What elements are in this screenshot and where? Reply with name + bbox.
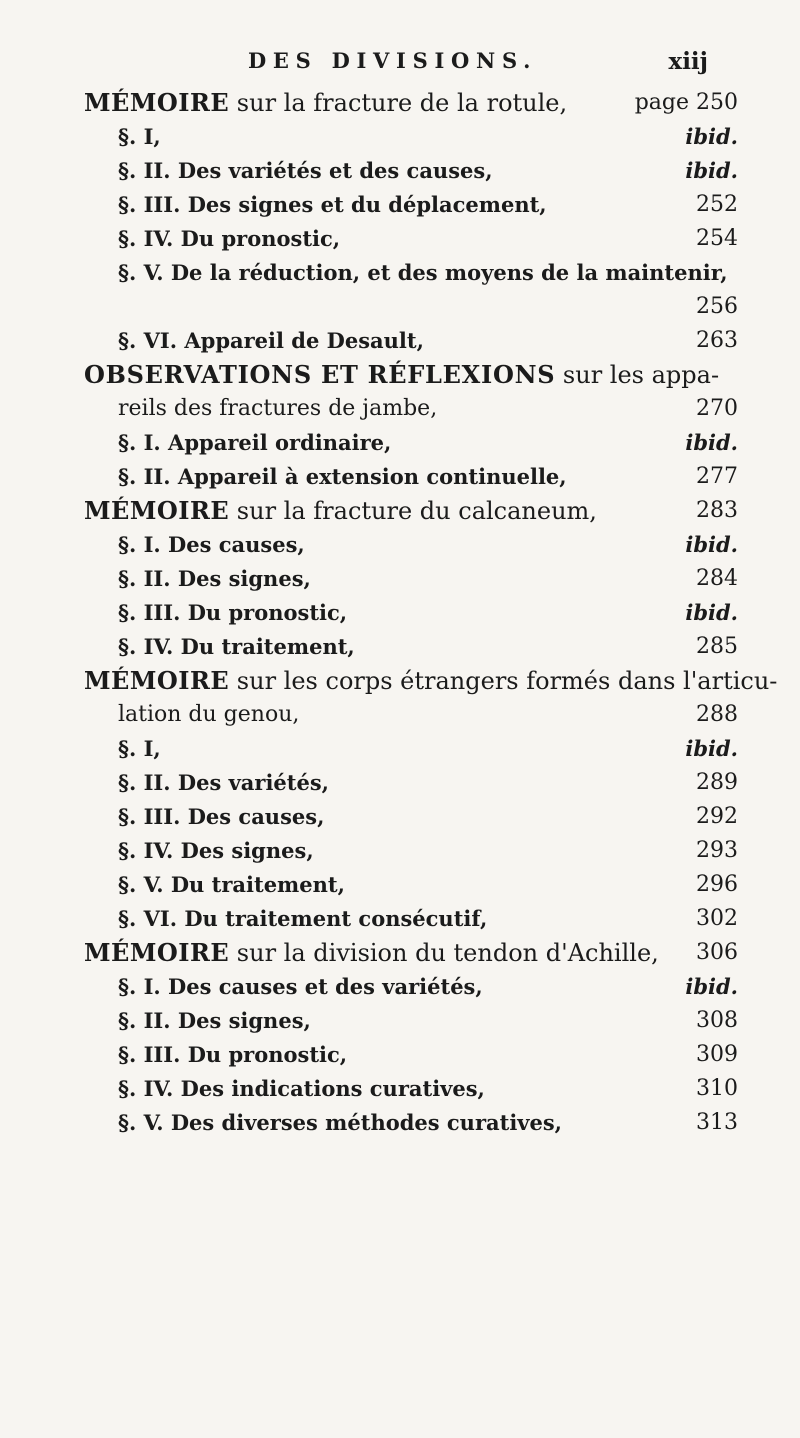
entry-page: ibid. [685,736,738,761]
entry-title: §. III. Des causes, [118,804,325,829]
entry-page: 308 [696,1008,738,1033]
entry-page: 254 [696,226,738,251]
toc-entry-memoire-genou [84,664,778,698]
toc-entry [84,222,738,256]
entry-page: 302 [696,906,738,931]
toc-entry-page-only [84,290,738,324]
toc-entry-memoire-achille [84,936,738,970]
toc-entry [84,460,738,494]
entry-title: §. IV. Des signes, [118,838,314,863]
entry-title: §. V. Des diverses méthodes curatives, [118,1110,562,1135]
toc-entry-memoire-rotule [84,86,738,120]
entry-title: MÉMOIRE sur la division du tendon d'Achille, [84,938,659,967]
entry-title: MÉMOIRE sur les corps étrangers formés dans l'articu- [84,666,778,695]
toc-entry-memoire-calcaneum [84,494,738,528]
entry-page: ibid. [685,430,738,455]
entry-page: 277 [696,464,738,489]
entry-title: §. VI. Du traitement consécutif, [118,906,488,931]
entry-title: lation du genou, [118,702,300,727]
entry-page: 256 [696,294,738,319]
toc-entry [84,732,738,766]
running-title: DES DIVISIONS. [248,48,538,73]
toc-entry [84,528,738,562]
entry-page: 252 [696,192,738,217]
toc-entry [84,630,738,664]
toc-entry [84,834,738,868]
entry-page: ibid. [685,974,738,999]
entry-title: §. III. Des signes et du déplacement, [118,192,547,217]
entry-page: 296 [696,872,738,897]
toc-entry [84,188,738,222]
entry-page: ibid. [685,158,738,183]
entry-page: 313 [696,1110,738,1135]
toc-entry [84,800,738,834]
entry-title: §. IV. Des indications curatives, [118,1076,485,1101]
entry-title: §. I, [118,124,161,149]
entry-title: §. III. Du pronostic, [118,600,348,625]
toc-entry [84,902,738,936]
entry-title: §. I. Des causes, [118,532,305,557]
entry-page: page 250 [634,90,738,115]
toc-entry [84,120,738,154]
entry-page: 288 [696,702,738,727]
entry-page: 263 [696,328,738,353]
toc-entry [84,1106,738,1140]
entry-title: §. I. Des causes et des variétés, [118,974,483,999]
entry-title: §. II. Des signes, [118,1008,311,1033]
toc-entry-observations [84,358,738,392]
entry-title: MÉMOIRE sur la fracture du calcaneum, [84,496,597,525]
entry-title: §. III. Du pronostic, [118,1042,348,1067]
entry-title: §. I. Appareil ordinaire, [118,430,392,455]
entry-title: §. II. Des signes, [118,566,311,591]
toc-entry-continuation [84,392,738,426]
table-of-contents [84,86,778,1140]
entry-title: §. IV. Du pronostic, [118,226,341,251]
entry-title: §. VI. Appareil de Desault, [118,328,424,353]
toc-entry [84,426,738,460]
entry-title: reils des fractures de jambe, [118,396,438,421]
toc-entry [84,1072,738,1106]
page-number: xiij [668,48,708,75]
toc-entry [84,970,738,1004]
entry-page: 309 [696,1042,738,1067]
entry-page: 285 [696,634,738,659]
entry-title: OBSERVATIONS ET RÉFLEXIONS sur les appa- [84,360,720,389]
entry-title: §. II. Des variétés et des causes, [118,158,493,183]
toc-entry [84,562,738,596]
toc-entry [84,1004,738,1038]
entry-title: MÉMOIRE sur la fracture de la rotule, [84,88,568,117]
entry-page: 284 [696,566,738,591]
toc-entry [84,1038,738,1072]
entry-page: 293 [696,838,738,863]
running-head [0,48,800,78]
entry-page: 306 [696,940,738,965]
toc-entry [84,324,738,358]
entry-title: §. II. Appareil à extension continuelle, [118,464,567,489]
toc-entry-continuation [84,698,738,732]
entry-page: ibid. [685,600,738,625]
toc-entry [84,154,738,188]
toc-entry [84,596,738,630]
toc-entry [84,256,738,290]
entry-title: §. V. De la réduction, et des moyens de la maintenir, [118,260,728,285]
entry-page: ibid. [685,532,738,557]
entry-title: §. II. Des variétés, [118,770,329,795]
entry-title: §. V. Du traitement, [118,872,345,897]
entry-page: 292 [696,804,738,829]
entry-title: §. IV. Du traitement, [118,634,355,659]
entry-title: §. I, [118,736,161,761]
entry-page: 310 [696,1076,738,1101]
entry-page: ibid. [685,124,738,149]
entry-page: 289 [696,770,738,795]
toc-entry [84,868,738,902]
entry-page: 283 [696,498,738,523]
entry-page: 270 [696,396,738,421]
toc-entry [84,766,738,800]
